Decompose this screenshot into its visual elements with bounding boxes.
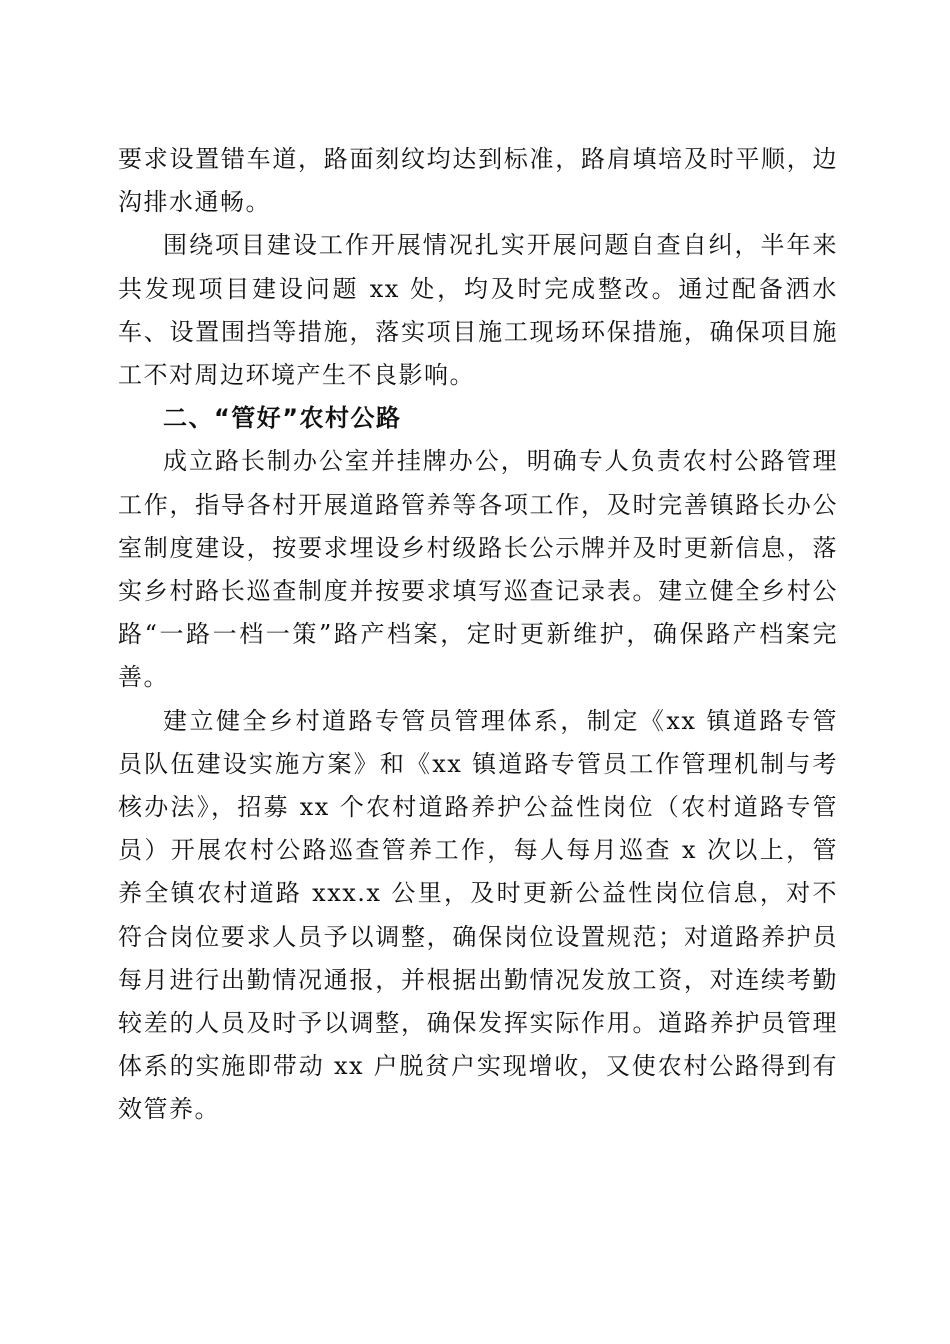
paragraph-road-chief-office: 成立路长制办公室并挂牌办公，明确专人负责农村公路管理工作，指导各村开展道路管养等各项工作，及时完善镇路长办公室制度建设，按要求埋设乡村级路长公示牌并及时更新信息，落实乡村路长巡查制度并按要求填写巡查记录表。建立健全乡村公路“一路一档一策”路产档案，定时更新维护，确保路产档案完善。 (118, 447, 838, 692)
paragraph-road-manager-system: 建立健全乡村道路专管员管理体系，制定《xx 镇道路专管员队伍建设实施方案》和《xx 镇道路专管员工作管理机制与考核办法》，招募 xx 个农村道路养护公益性岗位（农村道路专管员）开展农村公路巡查管养工作，每人每月巡查 x 次以上，管养全镇农村道路 xxx.x 公里，及时更新公益性岗位信息，对不符合岗位要求人员予以调整，确保岗位设置规范；对道路养护员每月进行出勤情况通报，并根据出勤情况发放工资，对连续考勤较差的人员及时予以调整，确保发挥实际作用。道路养护员管理体系的实施即带动 xx 户脱贫户实现增收，又使农村公路得到有效管养。 (118, 706, 838, 1124)
section-heading-manage-roads: 二、“管好”农村公路 (163, 404, 402, 433)
document-body (118, 138, 838, 1132)
paragraph-project-inspection: 围绕项目建设工作开展情况扎实开展问题自查自纠，半年来共发现项目建设问题 xx 处，均及时完成整改。通过配备洒水车、设置围挡等措施，落实项目施工现场环保措施，确保项目施工不对周边环境产生不良影响。 (118, 231, 838, 390)
paragraph-continuation: 要求设置错车道，路面刻纹均达到标准，路肩填培及时平顺，边沟排水通畅。 (118, 145, 838, 217)
